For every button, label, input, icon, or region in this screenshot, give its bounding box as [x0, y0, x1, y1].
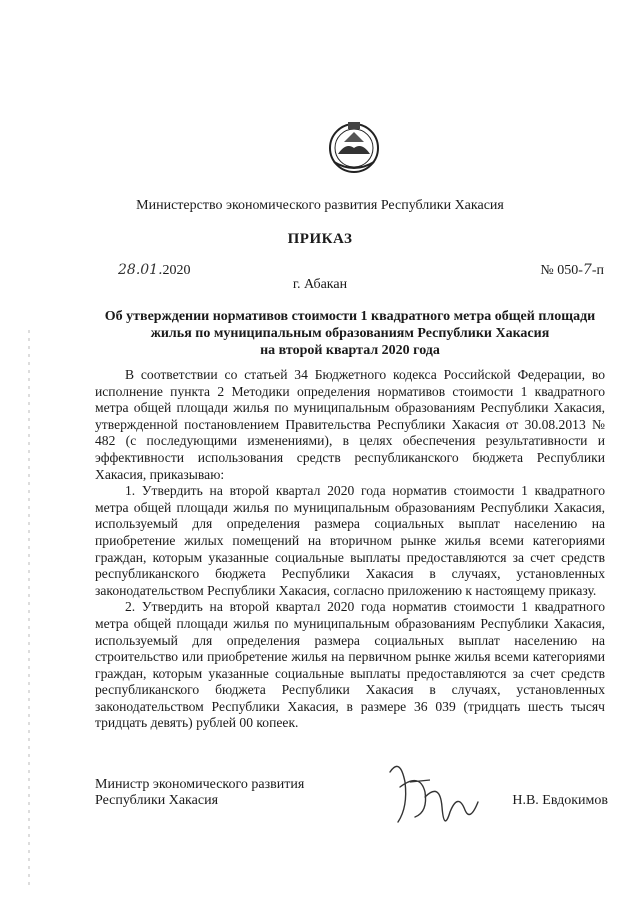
- position-line: Министр экономического развития: [95, 777, 305, 792]
- subject-line: на второй квартал 2020 года: [260, 343, 440, 358]
- body-paragraph-preamble: В соответствии со статьей 34 Бюджетного кодекса Российской Федерации, во исполнение пункта 2 Методики определения нормативов стоимости 1 квадратного метра общей площади жилья по муниципальным образованиям Республики Хакасия, утвержденной постановлением Правительства Республики Хакасия от 30.08.2013 № 482 (с последующими изменениями), в целях обеспечения результативности и эффективности использования средств республиканского бюджета Республики Хакасия, приказываю:: [95, 367, 605, 482]
- subject-line: жилья по муниципальным образованиям Республики Хакасия: [150, 326, 550, 341]
- signatory-position: [95, 777, 304, 809]
- position-line: Республики Хакасия: [95, 793, 219, 808]
- body-paragraph-item-1: 1. Утвердить на второй квартал 2020 года норматив стоимости 1 квадратного метра общей площади жилья по муниципальным образованиям Республики Хакасия, используемый для определения размера социальных выплат населению на приобретение жилых помещений на вторичном рынке жилья всеми категориями граждан, которым указанные социальные выплаты предоставляются за счет средств республиканского бюджета Республики Хакасия в случаях, установленных законодательством Республики Хакасия, согласно приложению к настоящему приказу.: [95, 483, 605, 598]
- body-paragraph-item-2: 2. Утвердить на второй квартал 2020 года норматив стоимости 1 квадратного метра общей площади жилья по муниципальным образованиям Республики Хакасия, используемый для определения размера социальных выплат населению на строительство или приобретение жилья на первичном рынке жилья всеми категориями граждан, которым указанные социальные выплаты предоставляются за счет средств республиканского бюджета Республики Хакасия в случаях, установленных законодательством Республики Хакасия, в размере 36 039 (тридцать шесть тысяч тридцать девять) рублей 00 копеек.: [95, 599, 605, 731]
- number-prefix: № 050-: [540, 263, 583, 278]
- subject-line: Об утверждении нормативов стоимости 1 квадратного метра общей площади: [104, 309, 596, 324]
- handwritten-signature-icon: [370, 752, 490, 842]
- coat-of-arms-icon: [326, 118, 382, 174]
- date-year: 2020: [162, 263, 191, 278]
- city: г. Абакан: [292, 277, 348, 292]
- number-handwritten: 7: [582, 262, 592, 278]
- signatory-name: Н.В. Евдокимов: [512, 793, 608, 808]
- scan-artifact: [28, 330, 30, 890]
- document-title: ПРИКАЗ: [287, 231, 353, 247]
- order-body: [95, 367, 605, 732]
- number-suffix: -п: [591, 263, 604, 278]
- ministry-name: Министерство экономического развития Республики Хакасия: [136, 198, 504, 213]
- date-handwritten: 28.01.: [118, 262, 163, 278]
- order-subject: [100, 308, 600, 359]
